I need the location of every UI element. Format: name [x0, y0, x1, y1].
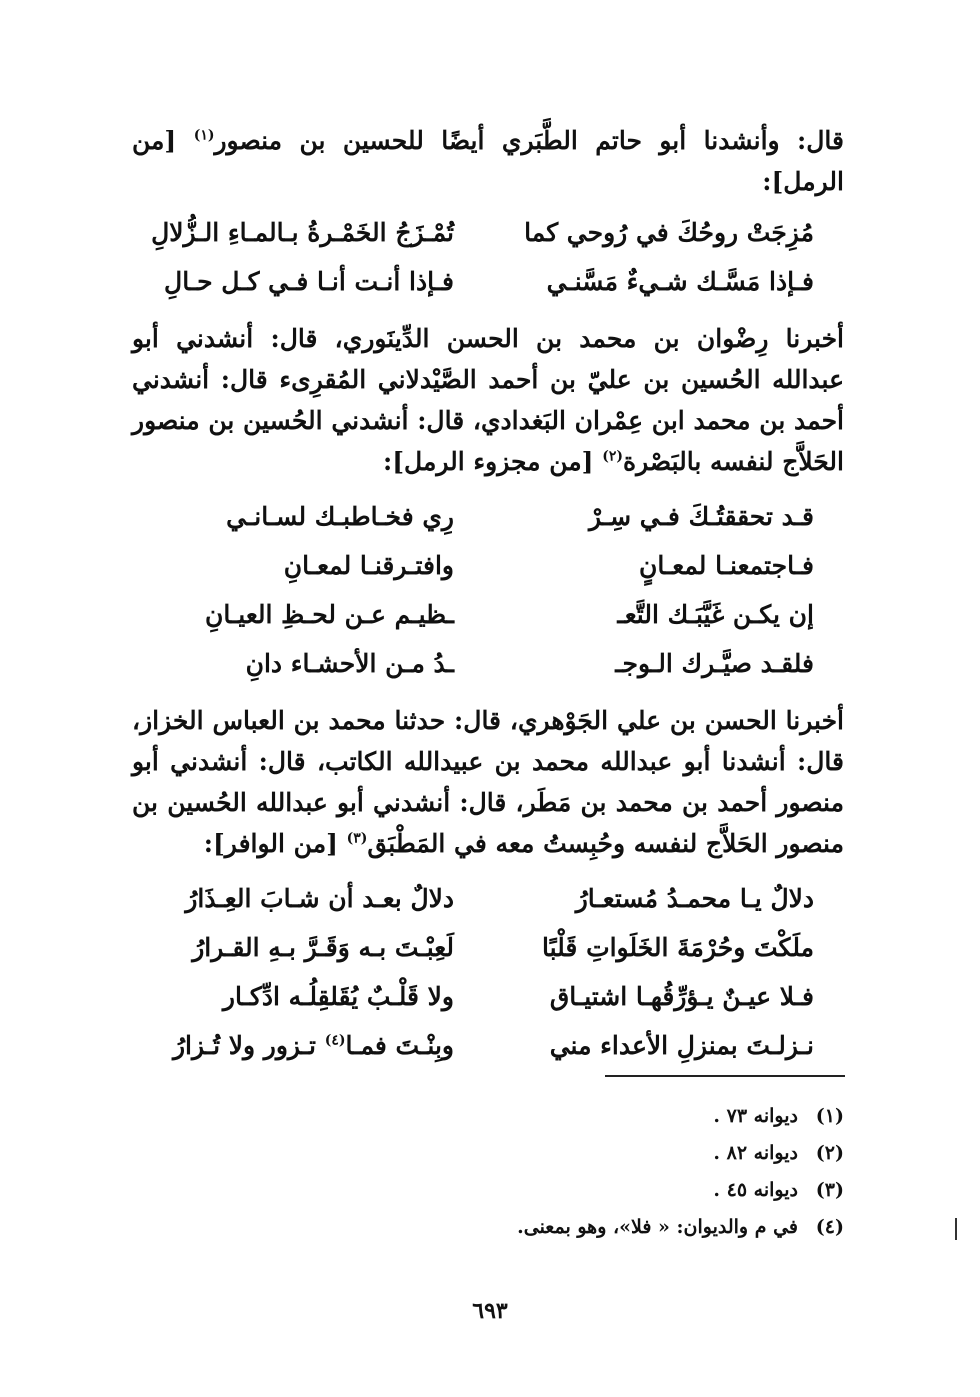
- footnote-separator: [605, 1075, 845, 1077]
- footnote-number: (١): [815, 1105, 844, 1127]
- verse-first-hemistich: فـاجتمعنـا لمعـانٍ: [638, 551, 814, 580]
- verse-second-hemistich: ـدُ مـن الأحشـاء دانِ: [245, 649, 454, 678]
- paragraph-3-meter: [من الوافر]:: [203, 829, 347, 858]
- verse-first-hemistich: إن يكـن غَيَّبَـك التَّعـ: [617, 600, 814, 629]
- verse-line: [132, 1031, 844, 1080]
- verse-line: [132, 649, 844, 698]
- verse-line: [132, 982, 844, 1031]
- footnote-number: (٤): [815, 1216, 844, 1238]
- verse-first-hemistich: نـزلـتَ بمنزلِ الأعداء مني: [549, 1031, 814, 1060]
- footnote-text: ديوانه ٨٢ .: [713, 1142, 798, 1164]
- verse-second-hemistich: لَعِبْـتَ بـه وَقَـرَّ بـهِ القـرارُ: [192, 933, 454, 962]
- verse-line: [132, 502, 844, 551]
- paragraph-1-text: قال: وأنشدنا أبو حاتم الطَّبَري أيضًا للحسين بن منصور: [214, 126, 844, 155]
- verse-line: [132, 267, 844, 316]
- footnote-number: (٢): [815, 1142, 844, 1164]
- footnote-ref-4[interactable]: (٤): [324, 1032, 346, 1049]
- hemistich-part: وبِنْـتَ فمـا: [345, 1031, 454, 1060]
- footnote: [400, 1098, 844, 1135]
- verse-first-hemistich: فلقـد صيَّـرك الـوجـ: [615, 649, 814, 678]
- footnote-number: (٣): [815, 1179, 844, 1201]
- paragraph-3: [132, 700, 844, 864]
- verse-line: [132, 218, 844, 267]
- poem-3: [132, 884, 844, 1080]
- paragraph-2-text: أخبرنا رِضْوان بن محمد بن الحسن الدِّينَوري، قال: أنشدني أبو عبدالله الحُسين بن عليّ بن أحمد الصَّيْدلاني المُقرِىء قال: أنشدني أحمد بن محمد ابن عِمْران البَغدادي، قال: أنشدني الحُسين بن منصور الحَلاَّج لنفسه بالبَصْرة: [132, 324, 844, 476]
- verse-line: [132, 600, 844, 649]
- poem-1: [132, 218, 844, 316]
- footnotes: [400, 1098, 844, 1246]
- verse-second-hemistich: رِي فخـاطبـك لسـانـي: [226, 502, 454, 531]
- paragraph-1-meter: [من الرمل]:: [132, 126, 844, 196]
- verse-line: [132, 933, 844, 982]
- footnote-ref-3[interactable]: (٣): [346, 830, 368, 847]
- verse-second-hemistich: وافتـرقنـا لمعـانِ: [283, 551, 454, 580]
- verse-second-hemistich: فـإذا أنـت أنـا فـي كـل حـالِ: [164, 267, 454, 296]
- verse-first-hemistich: ملَكْتَ وحُرْمَةَ الخَلَواتِ قَلْبًا: [541, 933, 814, 962]
- verse-first-hemistich: فـلا عيـنٌ يـؤرِّقُهـا اشتيـاق: [549, 982, 814, 1011]
- paragraph-2: [132, 318, 844, 482]
- verse-line: [132, 884, 844, 933]
- verse-first-hemistich: قـد تحققتُـكَ فـي سِـرْ: [588, 502, 814, 531]
- verse-line: [132, 551, 844, 600]
- margin-mark: [955, 1218, 957, 1240]
- verse-first-hemistich: دلالٌ يـا محمـدُ مُستعـارُ: [575, 884, 814, 913]
- footnote-text: في م والديوان: « فلا»، وهو بمعنى.: [517, 1216, 798, 1238]
- verse-first-hemistich: مُزِجَتْ روحُكَ في رُوحي كما: [524, 218, 814, 247]
- paragraph-1: [132, 120, 844, 202]
- footnote: [400, 1172, 844, 1209]
- verse-second-hemistich: ولا قَلْـبٌ يُقَلقِلُـه ادِّكـار: [222, 982, 454, 1011]
- footnote: [400, 1135, 844, 1172]
- verse-second-hemistich: [134, 1031, 454, 1060]
- paragraph-2-meter: [من مجزوء الرمل]:: [382, 447, 603, 476]
- footnote-ref-2[interactable]: (٢): [602, 448, 624, 465]
- hemistich-part: تـزور ولا تُـزارُ: [172, 1031, 325, 1060]
- verse-second-hemistich: تُمْـزَجُ الخَمْـرةُ بـالمـاءِ الـزُّلالِ: [151, 218, 454, 247]
- verse-second-hemistich: ـظيـم عـن لحـظِ العيـانِ: [205, 600, 454, 629]
- page-number: ٦٩٣: [472, 1298, 508, 1324]
- footnote-ref-1[interactable]: (١): [193, 127, 215, 144]
- verse-first-hemistich: فـإذا مَسَّـك شـيءٌ مَسَّنـي: [546, 267, 814, 296]
- footnote-text: ديوانه ٧٣ .: [713, 1105, 798, 1127]
- paragraph-3-text: أخبرنا الحسن بن علي الجَوْهري، قال: حدثنا محمد بن العباس الخزاز، قال: أنشدنا أبو عبدالله محمد بن عبيدالله الكاتب، قال: أنشدني أبو منصور أحمد بن محمد بن مَطَر، قال: أنشدني أبو عبدالله الحُسين بن منصور الحَلاَّج لنفسه وحُبِستُ معه في المَطْبَق: [132, 706, 844, 858]
- footnote-text: ديوانه ٤٥ .: [713, 1179, 798, 1201]
- poem-2: [132, 502, 844, 698]
- verse-second-hemistich: دلالٌ بعـد أن شـابَ العِـذَارُ: [185, 884, 454, 913]
- footnote: [400, 1209, 844, 1246]
